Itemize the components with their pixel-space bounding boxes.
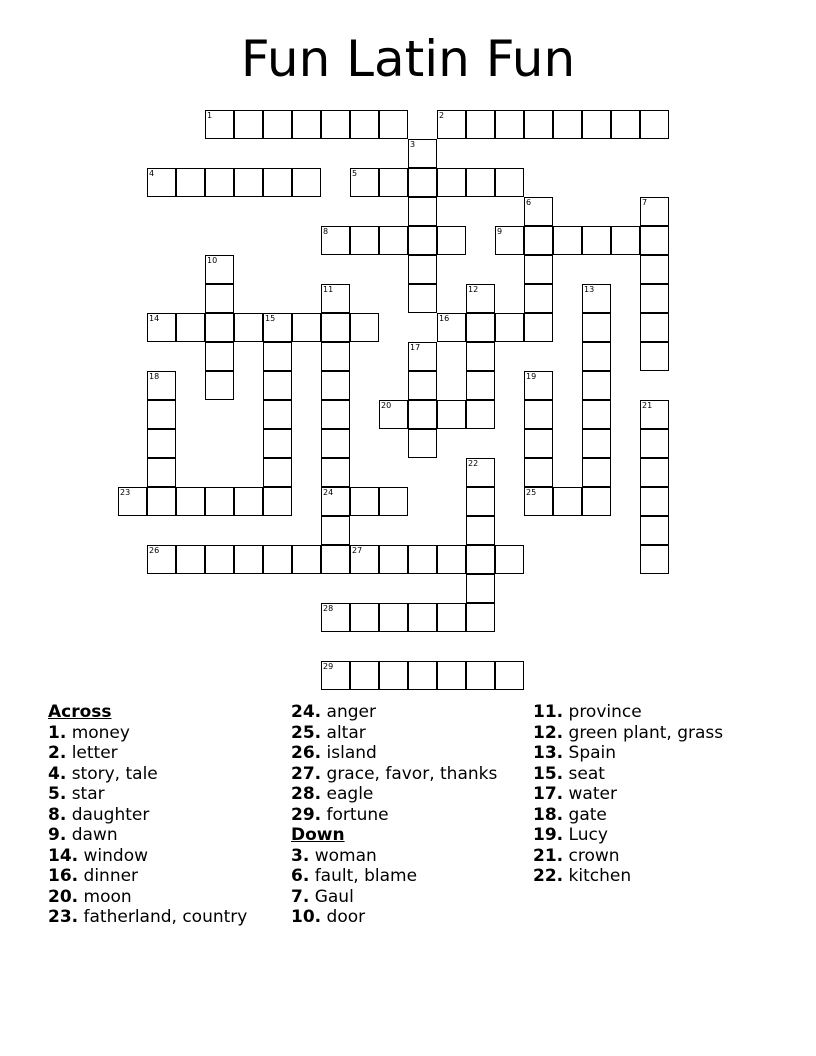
grid-cell[interactable]: [379, 661, 408, 690]
grid-cell[interactable]: [176, 168, 205, 197]
grid-cell[interactable]: [640, 429, 669, 458]
grid-cell[interactable]: [263, 545, 292, 574]
down-header: Down: [291, 825, 345, 845]
across-clue: 28. eagle: [291, 784, 374, 804]
grid-cell[interactable]: [263, 110, 292, 139]
clue-number-label: 25: [526, 488, 537, 497]
clue-number-label: 17: [410, 343, 421, 352]
grid-cell[interactable]: [292, 110, 321, 139]
grid-cell[interactable]: [640, 284, 669, 313]
grid-cell[interactable]: [553, 110, 582, 139]
down-clue: 12. green plant, grass: [533, 722, 724, 743]
grid-cell[interactable]: [524, 284, 553, 313]
grid-cell[interactable]: [582, 487, 611, 516]
grid-cell[interactable]: [437, 400, 466, 429]
grid-cell[interactable]: [524, 110, 553, 139]
grid-cell[interactable]: [582, 313, 611, 342]
grid-cell[interactable]: [437, 168, 466, 197]
clue-column-2: [291, 702, 497, 928]
down-clue: 3. woman: [291, 845, 377, 866]
clue-number-label: 29: [323, 662, 334, 671]
grid-cell[interactable]: [553, 487, 582, 516]
clue-number-label: 7: [642, 198, 648, 207]
clue-number-label: 14: [149, 314, 160, 323]
grid-cell[interactable]: [524, 313, 553, 342]
grid-cell[interactable]: [234, 545, 263, 574]
grid-cell[interactable]: [495, 313, 524, 342]
grid-cell[interactable]: [321, 516, 350, 545]
grid-cell[interactable]: [263, 400, 292, 429]
grid-cell[interactable]: [524, 429, 553, 458]
grid-cell[interactable]: [466, 342, 495, 371]
grid-cell[interactable]: [640, 545, 669, 574]
grid-cell[interactable]: [234, 487, 263, 516]
clue-column-1: [48, 702, 247, 928]
grid-cell[interactable]: [582, 458, 611, 487]
grid-cell[interactable]: [553, 226, 582, 255]
grid-cell[interactable]: [437, 545, 466, 574]
grid-cell[interactable]: [408, 168, 437, 197]
across-clue: 27. grace, favor, thanks: [291, 763, 498, 784]
clue-number-label: 18: [149, 372, 160, 381]
grid-cell[interactable]: [292, 313, 321, 342]
grid-cell[interactable]: [582, 342, 611, 371]
across-clue: 9. dawn: [48, 825, 118, 845]
down-clue: 19. Lucy: [533, 825, 608, 845]
grid-cell[interactable]: [495, 545, 524, 574]
grid-cell[interactable]: [640, 342, 669, 371]
clue-number-label: 21: [642, 401, 653, 410]
grid-cell[interactable]: [379, 545, 408, 574]
grid-cell[interactable]: [466, 516, 495, 545]
grid-cell[interactable]: [495, 110, 524, 139]
clue-number-label: 5: [352, 169, 358, 178]
grid-cell[interactable]: [408, 371, 437, 400]
grid-cell[interactable]: [640, 255, 669, 284]
grid-cell[interactable]: [350, 226, 379, 255]
grid-cell[interactable]: [466, 487, 495, 516]
grid-cell[interactable]: [437, 661, 466, 690]
grid-cell[interactable]: [147, 487, 176, 516]
down-clue: 15. seat: [533, 763, 605, 784]
across-header: Across: [48, 702, 112, 722]
across-clue: 1. money: [48, 722, 130, 743]
grid-cell[interactable]: [205, 487, 234, 516]
grid-cell[interactable]: [582, 429, 611, 458]
grid-cell[interactable]: [263, 458, 292, 487]
grid-cell[interactable]: [611, 226, 640, 255]
across-clue: 16. dinner: [48, 866, 139, 886]
grid-cell[interactable]: [408, 284, 437, 313]
grid-cell[interactable]: [466, 661, 495, 690]
grid-cell[interactable]: [292, 168, 321, 197]
grid-cell[interactable]: [524, 458, 553, 487]
clue-number-label: 12: [468, 285, 479, 294]
grid-cell[interactable]: [466, 313, 495, 342]
grid-cell[interactable]: [582, 110, 611, 139]
grid-cell[interactable]: [611, 110, 640, 139]
clue-number-label: 3: [410, 140, 416, 149]
clue-number-label: 2: [439, 111, 445, 120]
grid-cell[interactable]: [292, 545, 321, 574]
grid-cell[interactable]: [437, 226, 466, 255]
grid-cell[interactable]: [321, 400, 350, 429]
grid-cell[interactable]: [640, 458, 669, 487]
grid-cell[interactable]: [408, 226, 437, 255]
grid-cell[interactable]: [321, 371, 350, 400]
clue-number-label: 27: [352, 546, 363, 555]
grid-cell[interactable]: [524, 226, 553, 255]
clue-number-label: 6: [526, 198, 532, 207]
grid-cell[interactable]: [582, 371, 611, 400]
grid-cell[interactable]: [234, 110, 263, 139]
grid-cell[interactable]: [524, 400, 553, 429]
grid-cell[interactable]: [263, 487, 292, 516]
grid-cell[interactable]: [147, 458, 176, 487]
grid-cell[interactable]: [350, 313, 379, 342]
grid-cell[interactable]: [147, 429, 176, 458]
clue-number-label: 24: [323, 488, 334, 497]
across-clue: 20. moon: [48, 886, 132, 907]
grid-cell[interactable]: [640, 110, 669, 139]
grid-cell[interactable]: [263, 168, 292, 197]
grid-cell[interactable]: [408, 603, 437, 632]
grid-cell[interactable]: [321, 458, 350, 487]
grid-cell[interactable]: [205, 313, 234, 342]
grid-cell[interactable]: [205, 371, 234, 400]
grid-cell[interactable]: [408, 661, 437, 690]
across-clue: 29. fortune: [291, 804, 389, 825]
clue-number-label: 23: [120, 488, 131, 497]
clue-number-label: 22: [468, 459, 479, 468]
grid-cell[interactable]: [408, 255, 437, 284]
grid-cell[interactable]: [408, 429, 437, 458]
grid-cell[interactable]: [321, 313, 350, 342]
grid-cell[interactable]: [176, 545, 205, 574]
down-clue: 7. Gaul: [291, 886, 354, 907]
grid-cell[interactable]: [263, 429, 292, 458]
down-clue: 6. fault, blame: [291, 866, 418, 886]
grid-cell[interactable]: [379, 110, 408, 139]
down-clue: 13. Spain: [533, 743, 617, 763]
clue-number-label: 19: [526, 372, 537, 381]
clue-number-label: 26: [149, 546, 160, 555]
grid-cell[interactable]: [176, 487, 205, 516]
grid-cell[interactable]: [379, 487, 408, 516]
grid-cell[interactable]: [263, 371, 292, 400]
grid-cell[interactable]: [466, 400, 495, 429]
grid-cell[interactable]: [640, 226, 669, 255]
grid-cell[interactable]: [408, 400, 437, 429]
grid-cell[interactable]: [205, 545, 234, 574]
across-clue: 8. daughter: [48, 804, 150, 825]
grid-cell[interactable]: [234, 313, 263, 342]
grid-cell[interactable]: [466, 574, 495, 603]
across-clue: 14. window: [48, 845, 149, 866]
grid-cell[interactable]: [408, 197, 437, 226]
clue-number-label: 16: [439, 314, 450, 323]
grid-cell[interactable]: [466, 168, 495, 197]
across-clue: 25. altar: [291, 722, 366, 743]
grid-cell[interactable]: [408, 545, 437, 574]
grid-cell[interactable]: [234, 168, 263, 197]
clue-number-label: 28: [323, 604, 334, 613]
clue-number-label: 10: [207, 256, 218, 265]
grid-cell[interactable]: [147, 400, 176, 429]
down-clue: 17. water: [533, 784, 617, 804]
grid-cell[interactable]: [321, 342, 350, 371]
grid-cell[interactable]: [466, 110, 495, 139]
clue-number-label: 1: [207, 111, 213, 120]
grid-cell[interactable]: [582, 226, 611, 255]
puzzle-title: Fun Latin Fun: [240, 30, 576, 88]
down-clue: 22. kitchen: [533, 866, 632, 886]
grid-cell[interactable]: [205, 284, 234, 313]
clue-number-label: 13: [584, 285, 595, 294]
grid-cell[interactable]: [176, 313, 205, 342]
down-clue: 11. province: [533, 702, 642, 722]
grid-cell[interactable]: [640, 516, 669, 545]
grid-cell[interactable]: [466, 371, 495, 400]
down-clue: 21. crown: [533, 845, 620, 866]
grid-cell[interactable]: [379, 168, 408, 197]
grid-cell[interactable]: [379, 603, 408, 632]
grid-cell[interactable]: [640, 487, 669, 516]
clue-number-label: 20: [381, 401, 392, 410]
grid-cell[interactable]: [437, 603, 466, 632]
grid-cell[interactable]: [495, 661, 524, 690]
across-clue: 5. star: [48, 784, 105, 804]
grid-cell[interactable]: [466, 545, 495, 574]
clue-number-label: 11: [323, 285, 334, 294]
grid-cell[interactable]: [205, 342, 234, 371]
grid-cell[interactable]: [263, 342, 292, 371]
grid-cell[interactable]: [582, 400, 611, 429]
grid-cell[interactable]: [350, 487, 379, 516]
across-clue: 24. anger: [291, 702, 376, 722]
grid-cell[interactable]: [466, 603, 495, 632]
across-clue: 23. fatherland, country: [48, 907, 248, 927]
grid-cell[interactable]: [524, 255, 553, 284]
clue-number-label: 9: [497, 227, 503, 236]
down-clue: 18. gate: [533, 804, 607, 825]
across-clue: 2. letter: [48, 743, 118, 763]
down-clue: 10. door: [291, 907, 366, 927]
clue-number-label: 8: [323, 227, 329, 236]
across-clue: 4. story, tale: [48, 763, 158, 784]
grid-cell[interactable]: [350, 603, 379, 632]
clue-number-label: 4: [149, 169, 155, 178]
grid-cell[interactable]: [379, 226, 408, 255]
clue-column-3: [533, 702, 723, 887]
grid-cell[interactable]: [321, 110, 350, 139]
grid-cell[interactable]: [350, 661, 379, 690]
grid-cell[interactable]: [640, 313, 669, 342]
grid-cell[interactable]: [321, 545, 350, 574]
across-clue: 26. island: [291, 743, 377, 763]
grid-cell[interactable]: [495, 168, 524, 197]
grid-cell[interactable]: [205, 168, 234, 197]
grid-cell[interactable]: [321, 429, 350, 458]
clue-number-label: 15: [265, 314, 276, 323]
grid-cell[interactable]: [350, 110, 379, 139]
